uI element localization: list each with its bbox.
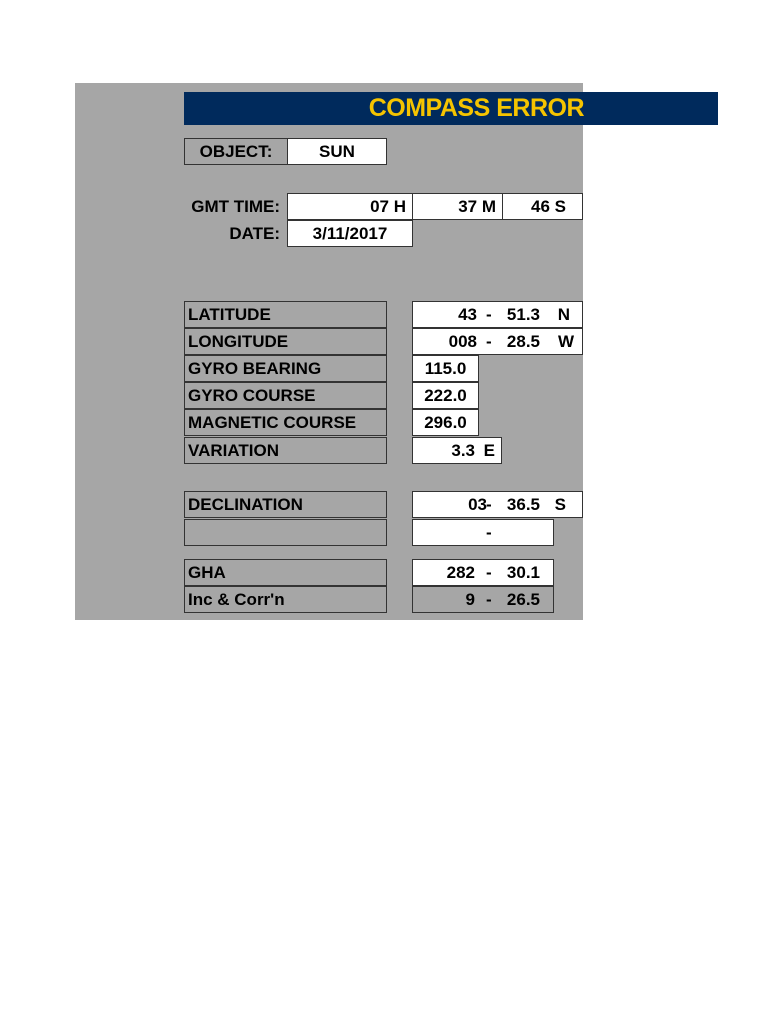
inc-corr-minutes: 26.5 [506,590,540,609]
gha-field[interactable] [412,559,554,586]
longitude-field[interactable] [412,328,583,355]
gyro-course-field[interactable]: 222.0 [412,382,479,409]
object-label: OBJECT: [184,138,288,165]
variation-label: VARIATION [184,437,387,464]
longitude-minutes: 28.5 [506,332,540,351]
gha-label: GHA [184,559,387,586]
object-field[interactable]: SUN [287,138,387,165]
declination-separator: - [486,495,492,514]
latitude-label: LATITUDE [184,301,387,328]
gha-minutes: 30.1 [506,563,540,582]
gyro-bearing-field[interactable]: 115.0 [412,355,479,382]
magnetic-course-label: MAGNETIC COURSE [184,409,387,436]
latitude-field[interactable] [412,301,583,328]
longitude-separator: - [486,332,492,351]
date-label: DATE: [229,224,280,243]
inc-corr-separator: - [486,590,492,609]
declination-field[interactable] [412,491,583,518]
gha-degrees: 282 [446,563,475,582]
gmt-hours-field[interactable]: 07 H [287,193,413,220]
magnetic-course-field[interactable]: 296.0 [412,409,479,436]
page-title: COMPASS ERROR [368,94,584,122]
declination-extra-label [184,519,387,546]
inc-corr-degrees: 9 [465,590,475,609]
latitude-minutes: 51.3 [506,305,540,324]
variation-field[interactable] [412,437,502,464]
variation-direction: E [483,441,495,460]
declination-hemisphere: S [554,495,566,514]
declination-extra-separator: - [486,523,492,542]
gyro-bearing-label: GYRO BEARING [184,355,387,382]
declination-label: DECLINATION [184,491,387,518]
declination-minutes: 36.5 [506,495,540,514]
variation-value: 3.3 [451,441,475,460]
declination-degrees: 03 [468,495,487,514]
inc-corr-field [412,586,554,613]
longitude-label: LONGITUDE [184,328,387,355]
longitude-hemisphere: W [557,332,574,351]
latitude-hemisphere: N [557,305,570,324]
gha-separator: - [486,563,492,582]
gmt-time-label: GMT TIME: [191,197,280,216]
gmt-seconds-field[interactable]: 46 S [502,193,583,220]
declination-extra-field[interactable] [412,519,554,546]
inc-corr-label: Inc & Corr'n [184,586,387,613]
gyro-course-label: GYRO COURSE [184,382,387,409]
latitude-separator: - [486,305,492,324]
date-field[interactable]: 3/11/2017 [287,220,413,247]
longitude-degrees: 008 [448,332,477,351]
latitude-degrees: 43 [458,305,477,324]
gmt-minutes-field[interactable]: 37 M [412,193,503,220]
